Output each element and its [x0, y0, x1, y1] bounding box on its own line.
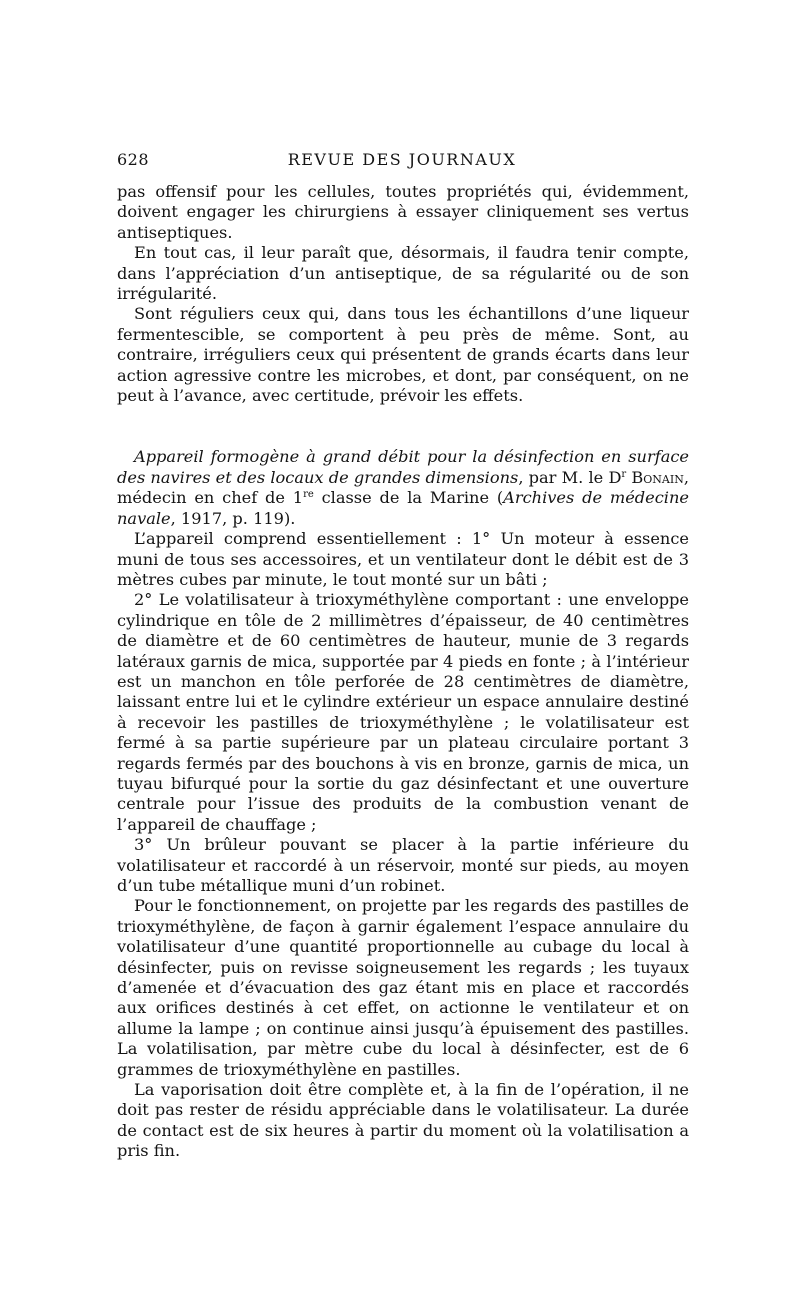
journal-name: Archives de médecine navale: [117, 488, 689, 528]
author-role-cont: classe de la Marine (: [313, 488, 504, 508]
paragraph: 3° Un brûleur pouvant se placer à la partie inférieure du volatilisateur et raccordé à un réservoir, monté sur pieds, au moyen d’un tube métallique muni d’un robinet.: [117, 835, 689, 895]
article-heading: [117, 447, 689, 529]
running-title: REVUE DES JOURNAUX: [287, 150, 517, 169]
page-number: 628: [117, 150, 150, 169]
paragraph: pas offensif pour les cellules, toutes propriétés qui, évidemment, doivent engager les chirurgiens à essayer cliniquement ses vertus antiseptiques.: [117, 182, 689, 242]
byline: , par M. le D: [518, 467, 622, 487]
paragraph: La vaporisation doit être complète et, à la fin de l’opération, il ne doit pas rester de résidu appréciable dans le volatilisateur. La durée de contact est de six heures à partir du moment où la volatilisation a pris fin.: [117, 1080, 689, 1161]
section-gap: [117, 406, 689, 447]
paragraph: Sont réguliers ceux qui, dans tous les échantillons d’une liqueur fermentescible, se comportent à peu près de même. Sont, au contraire, irréguliers ceux qui présentent de grands écarts dans leur action agressive contre les microbes, et dont, par conséquent, on ne peut à l’avance, avec certitude, prévoir les effets.: [117, 304, 689, 406]
class-superscript: re: [303, 489, 314, 501]
paragraph: 2° Le volatilisateur à trioxyméthylène comportant : une enveloppe cylindrique en tôle de 2 millimètres d’épaisseur, de 40 centimètres de diamètre et de 60 centimètres de hauteur, munie de 3 regards latéraux garnis de mica, supportée par 4 pieds en fonte ; à l’intérieur est un manchon en tôle perforée de 28 centimètres de diamètre, laissant entre lui et le cylindre extérieur un espace annulaire destiné à recevoir les pastilles de trioxyméthylène ; le volatilisateur est fermé à sa partie supérieure par un plateau circulaire portant 3 regards fermés par des bouchons à vis en bronze, garnis de mica, un tuyau bifurqué pour la sortie du gaz désinfectant et une ouverture centrale pour l’issue des produits de la combustion venant de l’appareil de chauffage ;: [117, 590, 689, 834]
author-name: Bonain: [631, 467, 684, 487]
page-body: [117, 182, 689, 1162]
article-title: Appareil formogène à grand débit pour la désinfection en surface des navires et des locaux de grandes dimensions: [117, 447, 689, 487]
citation: , 1917, p. 119).: [170, 508, 296, 528]
doctor-superscript: r: [621, 468, 627, 480]
page-header: [117, 150, 687, 174]
paragraph: En tout cas, il leur paraît que, désormais, il faudra tenir compte, dans l’appréciation d’un antiseptique, de sa régularité ou de son irrégularité.: [117, 243, 689, 304]
paragraph: Pour le fonctionnement, on projette par les regards des pastilles de trioxyméthylène, de façon à garnir également l’espace annulaire du volatilisateur d’une quantité proportionnelle au cubage du local à désinfecter, puis on revisse soigneusement les regards ; les tuyaux d’amenée et d’évacuation des gaz étant mis en place et raccordés aux orifices destinés à cet effet, on actionne le ventilateur et on allume la lampe ; on continue ainsi jusqu’à épuisement des pastilles. La volatilisation, par mètre cube du local à désinfecter, est de 6 grammes de trioxyméthylène en pastilles.: [117, 896, 689, 1079]
paragraph: L’appareil comprend essentiellement : 1° Un moteur à essence muni de tous ses accessoires, et un ventilateur dont le débit est de 3 mètres cubes par minute, le tout monté sur un bâti ;: [117, 529, 689, 589]
author-role: , médecin en chef de 1: [117, 467, 689, 508]
